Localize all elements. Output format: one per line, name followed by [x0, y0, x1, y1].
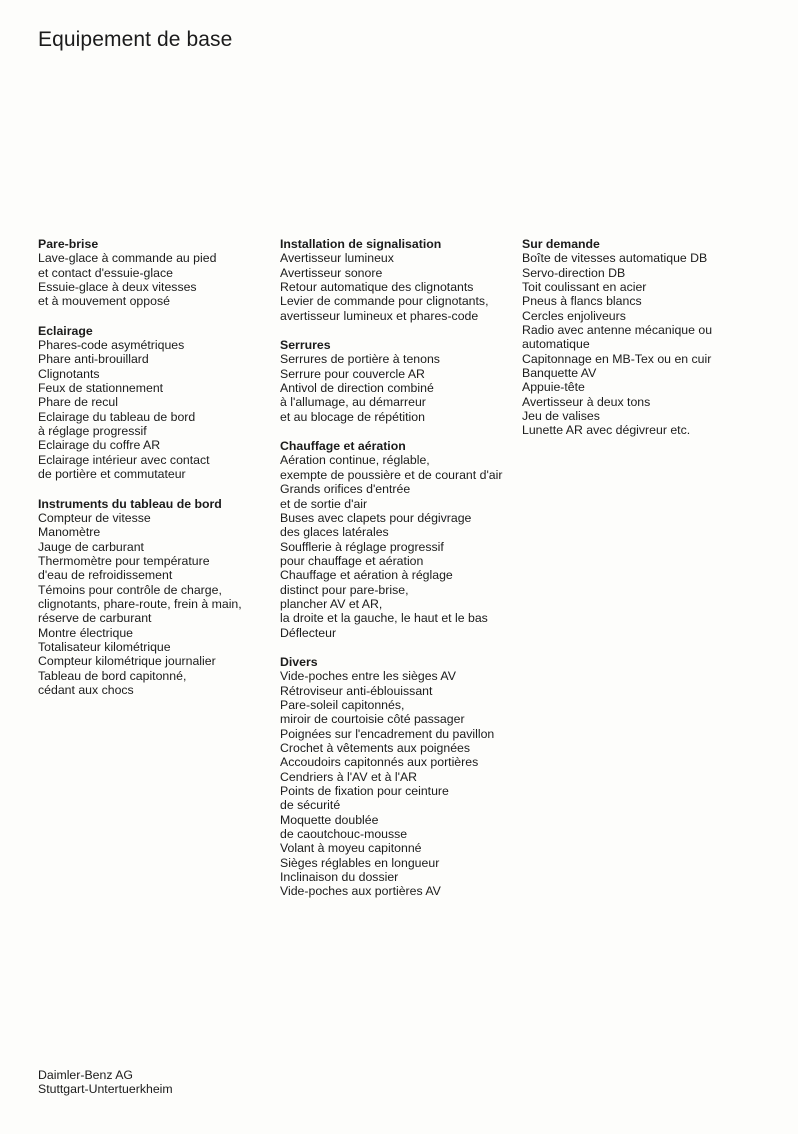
section-heading: Serrures [280, 338, 331, 353]
list-item: à l'allumage, au démarreur [280, 395, 426, 410]
list-item: des glaces latérales [280, 525, 389, 540]
column-left [38, 237, 268, 712]
list-item: de caoutchouc-mousse [280, 827, 408, 842]
section-heading: Installation de signalisation [280, 237, 442, 251]
equipment-section [38, 237, 268, 309]
list-item: Cendriers à l'AV et à l'AR [280, 769, 418, 784]
page-title: Equipement de base [38, 28, 233, 51]
list-item: Eclairage intérieur avec contact [38, 452, 210, 467]
equipment-section [280, 655, 520, 899]
list-item: Tableau de bord capitonné, [38, 668, 187, 683]
equipment-list [280, 453, 520, 639]
equipment-list [280, 352, 520, 424]
list-item: et au blocage de répétition [280, 409, 425, 424]
publisher-footer [38, 1068, 173, 1097]
equipment-section [38, 324, 268, 482]
list-item: à réglage progressif [38, 424, 147, 439]
list-item: Chauffage et aération à réglage [280, 568, 453, 583]
list-item: Crochet à vêtements aux poignées [280, 741, 471, 755]
list-item: Pare-soleil capitonnés, [280, 697, 405, 712]
equipment-list [38, 251, 268, 308]
list-item: Grands orifices d'entrée [280, 482, 411, 497]
list-item: Buses avec clapets pour dégivrage [280, 510, 472, 525]
equipment-section [280, 338, 520, 424]
list-item: Eclairage du coffre AR [38, 438, 161, 453]
list-item: Feux de stationnement [38, 381, 164, 396]
list-item: exempte de poussière et de courant d'air [280, 467, 503, 482]
list-item: Sièges réglables en longueur [280, 855, 440, 870]
list-item: Aération continue, réglable, [280, 453, 430, 468]
section-heading: Instruments du tableau de bord [38, 496, 222, 511]
list-item: Phare de recul [38, 395, 118, 410]
list-item: Inclinaison du dossier [280, 870, 399, 885]
list-item: Jeu de valises [522, 409, 600, 424]
list-item: Lave-glace à commande au pied [38, 251, 217, 266]
list-item: de portière et commutateur [38, 467, 186, 482]
list-item: Serrure pour couvercle AR [280, 366, 425, 381]
list-item: réserve de carburant [38, 611, 152, 626]
list-item: Banquette AV [522, 366, 597, 381]
list-item: Capitonnage en MB-Tex ou en cuir [522, 351, 712, 366]
list-item: avertisseur lumineux et phares-code [280, 308, 479, 323]
list-item: Rétroviseur anti-éblouissant [280, 683, 433, 698]
list-item: la droite et la gauche, le haut et le bas [280, 611, 488, 626]
list-item: Avertisseur sonore [280, 265, 383, 280]
publisher-location: Stuttgart-Untertuerkheim [38, 1082, 173, 1097]
list-item: Témoins pour contrôle de charge, [38, 582, 222, 597]
equipment-list [38, 511, 268, 697]
equipment-section [280, 439, 520, 640]
equipment-list [280, 669, 520, 899]
section-heading: Eclairage [38, 323, 93, 338]
list-item: Phares-code asymétriques [38, 338, 185, 353]
list-item: Avertisseur lumineux [280, 251, 394, 266]
list-item: pour chauffage et aération [280, 553, 424, 568]
list-item: clignotants, phare-route, frein à main, [38, 596, 242, 611]
list-item: Retour automatique des clignotants [280, 280, 474, 295]
list-item: Phare anti-brouillard [38, 352, 149, 367]
equipment-list [280, 251, 520, 323]
list-item: Compteur de vitesse [38, 510, 151, 525]
equipment-section [522, 237, 762, 438]
list-item: Soufflerie à réglage progressif [280, 539, 444, 554]
equipment-list [38, 338, 268, 481]
list-item: Points de fixation pour ceinture [280, 784, 449, 799]
list-item: miroir de courtoisie côté passager [280, 712, 465, 727]
list-item: Thermomètre pour température [38, 553, 210, 568]
section-heading: Sur demande [522, 237, 600, 251]
equipment-section [280, 237, 520, 323]
list-item: Jauge de carburant [38, 539, 144, 554]
list-item: et de sortie d'air [280, 496, 368, 511]
list-item: distinct pour pare-brise, [280, 582, 409, 597]
list-item: Levier de commande pour clignotants, [280, 294, 489, 309]
list-item: Manomètre [38, 525, 101, 540]
list-item: automatique [522, 337, 590, 352]
list-item: Boîte de vitesses automatique DB [522, 251, 708, 266]
list-item: cédant aux chocs [38, 682, 134, 697]
list-item: Moquette doublée [280, 812, 379, 827]
list-item: Accoudoirs capitonnés aux portières [280, 755, 479, 770]
publisher-name: Daimler-Benz AG [38, 1068, 133, 1082]
column-middle [280, 237, 520, 914]
list-item: Volant à moyeu capitonné [280, 841, 422, 856]
list-item: d'eau de refroidissement [38, 568, 173, 583]
list-item: Pneus à flancs blancs [522, 294, 642, 309]
list-item: Montre électrique [38, 625, 134, 640]
list-item: Appuie-tête [522, 380, 585, 395]
list-item: Lunette AR avec dégivreur etc. [522, 423, 691, 438]
list-item: Servo-direction DB [522, 265, 626, 280]
list-item: Radio avec antenne mécanique ou [522, 323, 713, 338]
list-item: Essuie-glace à deux vitesses [38, 280, 197, 295]
list-item: Toit coulissant en acier [522, 280, 647, 295]
column-right [522, 237, 762, 453]
list-item: Déflecteur [280, 625, 337, 640]
list-item: Serrures de portière à tenons [280, 352, 440, 367]
list-item: Eclairage du tableau de bord [38, 409, 196, 424]
list-item: Poignées sur l'encadrement du pavillon [280, 726, 495, 741]
list-item: et à mouvement opposé [38, 294, 170, 309]
equipment-list [522, 251, 762, 437]
list-item: Totalisateur kilométrique [38, 639, 171, 654]
section-heading: Pare-brise [38, 237, 99, 251]
list-item: Vide-poches aux portières AV [280, 884, 441, 899]
list-item: Avertisseur à deux tons [522, 394, 651, 409]
section-heading: Chauffage et aération [280, 439, 406, 454]
section-heading: Divers [280, 654, 318, 669]
list-item: Clignotants [38, 366, 100, 381]
list-item: Vide-poches entre les sièges AV [280, 669, 456, 684]
list-item: Antivol de direction combiné [280, 381, 434, 396]
equipment-section [38, 497, 268, 698]
list-item: Compteur kilométrique journalier [38, 654, 216, 669]
list-item: plancher AV et AR, [280, 596, 383, 611]
list-item: Cercles enjoliveurs [522, 308, 626, 323]
list-item: de sécurité [280, 798, 341, 813]
list-item: et contact d'essuie-glace [38, 265, 173, 280]
